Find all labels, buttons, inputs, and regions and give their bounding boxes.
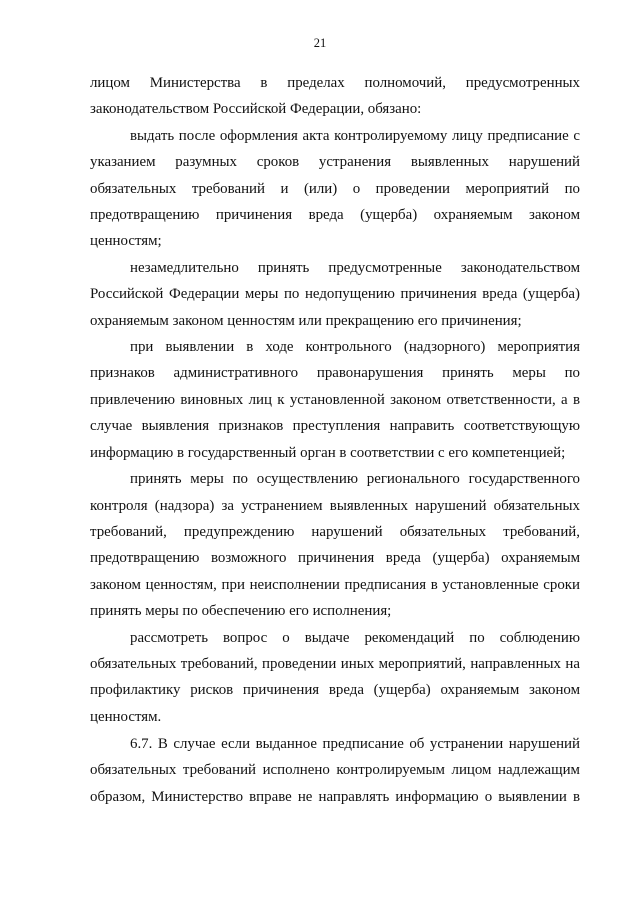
paragraph-prevent-harm: незамедлительно принять предусмотренные законодательством Российской Федерации меры по недопущению причинения вреда (ущерба) охраняемым законом ценностям или прекращению его причинения;: [90, 259, 580, 329]
body-text-upper: [90, 70, 580, 730]
paragraph-6-7: 6.7. В случае если выданное предписание об устранении нарушений обязательных требований исполнено контролируемым лицом надлежащим образом, Министерство вправе не направлять информацию о выявлении в: [90, 736, 580, 805]
paragraph-recommendations: рассмотреть вопрос о выдаче рекомендаций по соблюдению обязательных требований, проведении иных мероприятий, направленных на профилактику рисков причинения вреда (ущерба) охраняемым законом ценностям.: [90, 629, 580, 725]
paragraph-continuation: лицом Министерства в пределах полномочий, предусмотренных законодательством Российской Федерации, обязано:: [90, 75, 580, 118]
paragraph-issue-order: выдать после оформления акта контролируемому лицу предписание с указанием разумных сроков устранения выявленных нарушений обязательных требований и (или) о проведении мероприятий по предотвращению причинения вреда (ущерба) охраняемым законом ценностям;: [90, 127, 580, 250]
body-text-lower: [90, 731, 580, 810]
page-number: 21: [313, 36, 327, 50]
paragraph-administrative-offense: при выявлении в ходе контрольного (надзорного) мероприятия признаков административного правонарушения принять меры по привлечению виновных лиц к установленной законом ответственности, а в случае выявления признаков преступления направить соответствующую информацию в государственный орган в соответствии с его компетенцией;: [90, 339, 580, 461]
paragraph-regional-control: принять меры по осуществлению регионального государственного контроля (надзора) за устранением выявленных нарушений обязательных требований, предупреждению нарушений обязательных требований, предотвращению возможного причинения вреда (ущерба) охраняемым законом ценностям, при неисполнении предписания в установленные сроки принять меры по обеспечению его исполнения;: [90, 471, 580, 620]
